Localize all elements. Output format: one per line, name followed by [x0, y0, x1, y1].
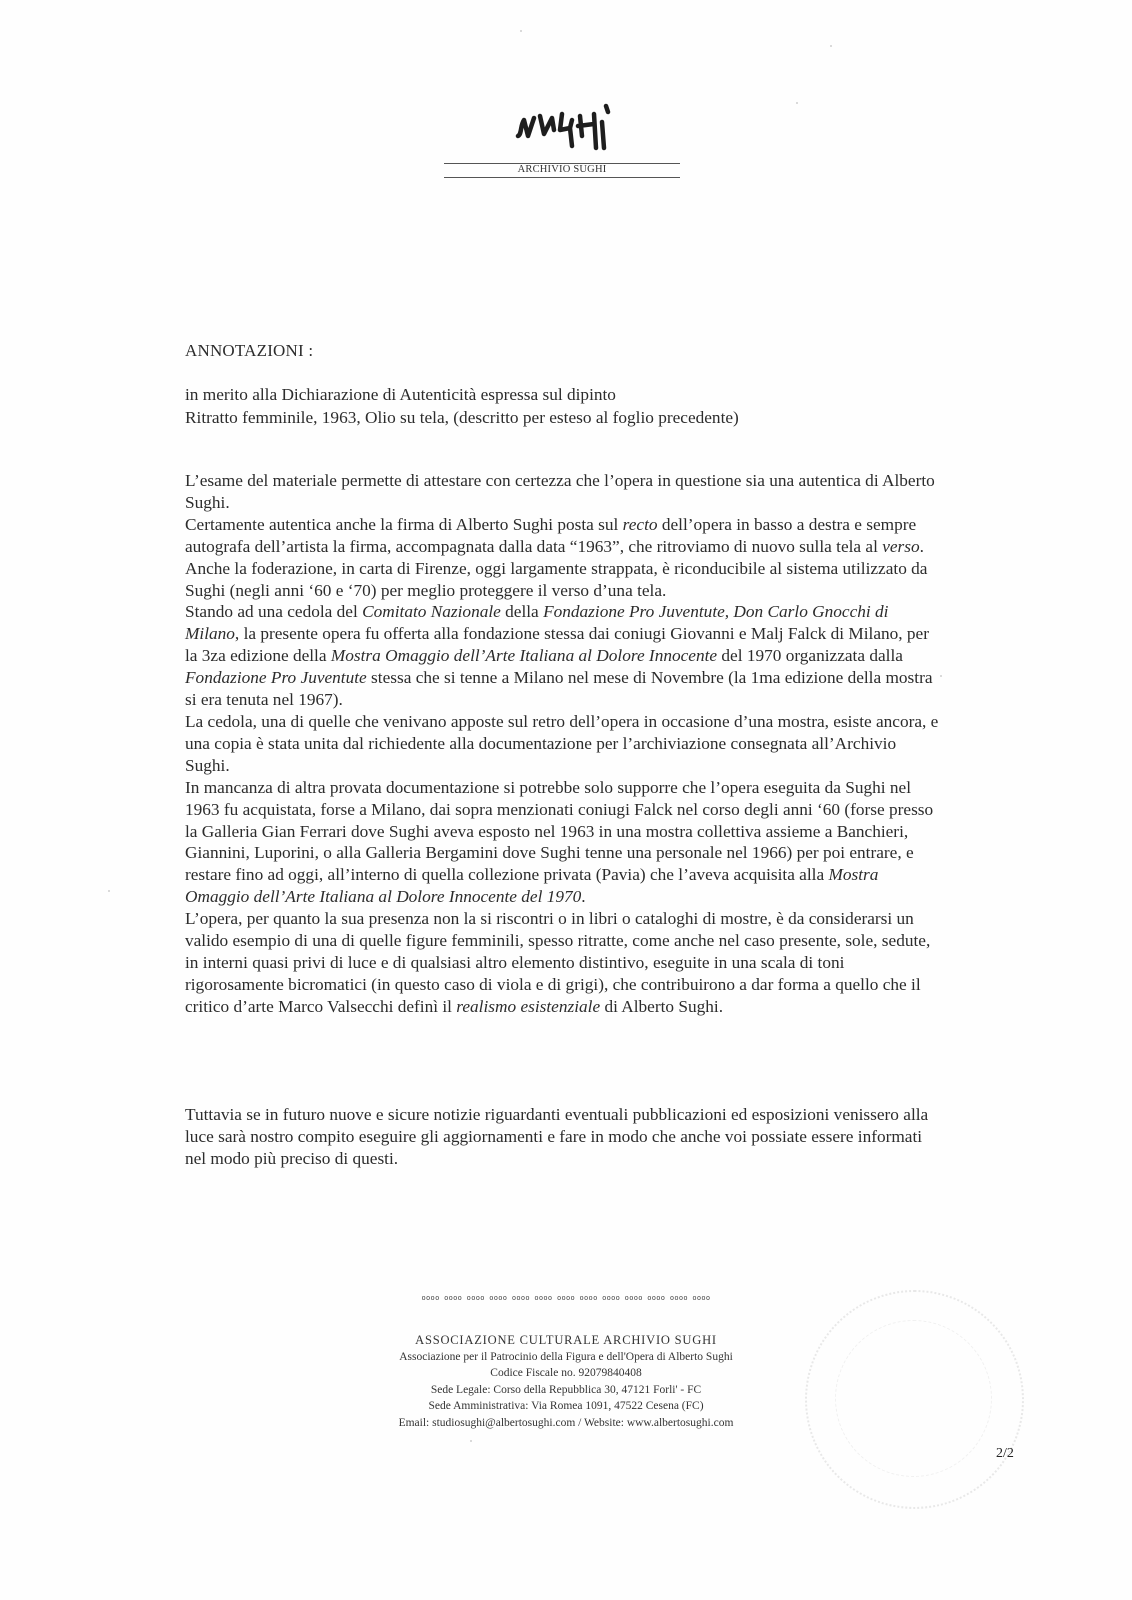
footer-fiscal-code: Codice Fiscale no. 92079840408 [490, 1367, 642, 1379]
paragraph-signature [185, 514, 945, 602]
text-run: dell’opera in basso a destra e sempre autografa dell’artista la firma, accompagnata dalla data “1963”, che ritroviamo di nuovo sulla tela al [185, 514, 917, 556]
text-run: . [581, 887, 586, 907]
subject-line: in merito alla Dichiarazione di Autenticità espressa sul dipinto [185, 385, 616, 404]
closing-paragraph [185, 1104, 945, 1170]
scan-speck [520, 30, 522, 32]
italic-term: verso [882, 536, 920, 556]
scan-speck [940, 675, 942, 677]
paragraph-closing: Tuttavia se in futuro nuove e sicure notizie riguardanti eventuali pubblicazioni ed esposizioni venissero alla luce sarà nostro compito eseguire gli aggiornamenti e fare in modo che anche voi possiate essere informati nel modo più preciso di questi. [185, 1105, 929, 1168]
footer-legal-seat: Sede Legale: Corso della Repubblica 30, 47121 Forli' - FC [430, 1383, 702, 1396]
text-run: . Anche la foderazione, in carta di Firenze, oggi largamente strappata, è riconducibile al sistema utilizzato da Sughi (negli anni ‘60 e ‘70) per meglio proteggere il verso d’una tela. [185, 536, 928, 600]
subject-line: Ritratto femminile, 1963, Olio su tela, (descritto per esteso al foglio precedente) [185, 408, 739, 427]
paragraph-acquisition [185, 777, 945, 908]
header-rule-bottom [444, 177, 680, 178]
sughi-signature-logo [514, 100, 614, 156]
scan-speck [830, 45, 832, 47]
text-run: stessa che si tenne a Milano nel mese di Novembre (la 1ma edizione della mostra si era tenuta nel 1967). [185, 668, 933, 710]
scan-speck [108, 890, 110, 892]
subject-block [185, 383, 739, 429]
footer-contacts: Email: studiosughi@albertosughi.com / Website: www.albertosughi.com [398, 1416, 734, 1429]
paragraph-cedola: La cedola, una di quelle che venivano apposte sul retro dell’opera in occasione d’una mostra, esiste ancora, e una copia è stata unita dal richiedente alla documentazione per l’archiviazione consegnata all’Archivio Sughi. [185, 711, 939, 775]
seal-inner-ring [835, 1320, 992, 1477]
text-run: L’opera, per quanto la sua presenza non la si riscontri o in libri o cataloghi di mostre, è da considerarsi un valido esempio di una di quelle figure femminili, spesso ritratte, come anche nel caso presente, sole, sedute, in interni quasi privi di luce e di qualsiasi altro elemento distintivo, eseguite in una scala di toni rigorosamente bicromatici (in questo caso di viola e di grigi), che contribuirono a dar forma a quello che il critico d’arte Marco Valsecchi definì il [185, 909, 931, 1016]
footer-description: Associazione per il Patrocinio della Figura e dell'Opera di Alberto Sughi [399, 1350, 733, 1363]
italic-term: Fondazione Pro Juventute [185, 668, 367, 688]
text-run: Stando ad una cedola del [185, 602, 363, 622]
paragraph-provenance [185, 601, 945, 711]
italic-term: Fondazione Pro Juventute, Don Carlo Gnocchi di Milano [185, 602, 889, 644]
scan-speck [470, 1440, 472, 1442]
document-body [185, 470, 945, 1018]
text-run: della [500, 602, 544, 622]
paragraph-assessment [185, 908, 945, 1018]
italic-term: Comitato Nazionale [362, 602, 501, 622]
text-run: , la presente opera fu offerta alla fondazione stessa dai coniugi Giovanni e Malj Falck di Milano, per la 3za edizione della [185, 624, 929, 666]
footer-ornament-divider: oooo oooo oooo oooo oooo oooo oooo oooo oooo oooo oooo oooo oooo [421, 1294, 711, 1302]
footer-admin-seat: Sede Amministrativa: Via Romea 1091, 47522 Cesena (FC) [428, 1400, 704, 1412]
text-run: In mancanza di altra provata documentazione si potrebbe solo supporre che l’opera eseguita da Sughi nel 1963 fu acquistata, forse a Milano, dai sopra menzionati coniugi Falck nel corso degli anni ‘60 (forse presso la Galleria Gian Ferrari dove Sughi aveva esposto nel 1963 in una mostra collettiva assieme a Banchieri, Giannini, Luporini, o alla Galleria Bergamini dove Sughi tenne una personale nel 1966) per poi entrare, e restare fino ad oggi, all’interno di quella collezione privata (Pavia) che l’aveva acquisita alla [185, 777, 934, 885]
signature-icon [514, 100, 614, 156]
italic-term: recto [622, 514, 658, 534]
italic-term: Mostra Omaggio dell’Arte Italiana al Dolore Innocente del 1970 [185, 865, 879, 907]
text-run: di Alberto Sughi. [600, 996, 724, 1016]
text-run: del 1970 organizzata dalla [717, 646, 903, 666]
scan-speck [796, 102, 798, 104]
document-heading: ANNOTAZIONI : [185, 341, 314, 360]
italic-term: realismo esistenziale [456, 996, 601, 1016]
page-number: 2/2 [996, 1446, 1014, 1461]
footer-organization: ASSOCIAZIONE CULTURALE ARCHIVIO SUGHI [415, 1333, 717, 1347]
text-run: Certamente autentica anche la firma di Alberto Sughi posta sul [185, 514, 623, 534]
embossed-seal-icon [805, 1290, 1024, 1509]
archive-title: ARCHIVIO SUGHI [517, 164, 607, 175]
italic-term: Mostra Omaggio dell’Arte Italiana al Dolore Innocente [330, 646, 718, 666]
paragraph-authenticity: L’esame del materiale permette di attestare con certezza che l’opera in questione sia una autentica di Alberto Sughi. [185, 471, 935, 512]
